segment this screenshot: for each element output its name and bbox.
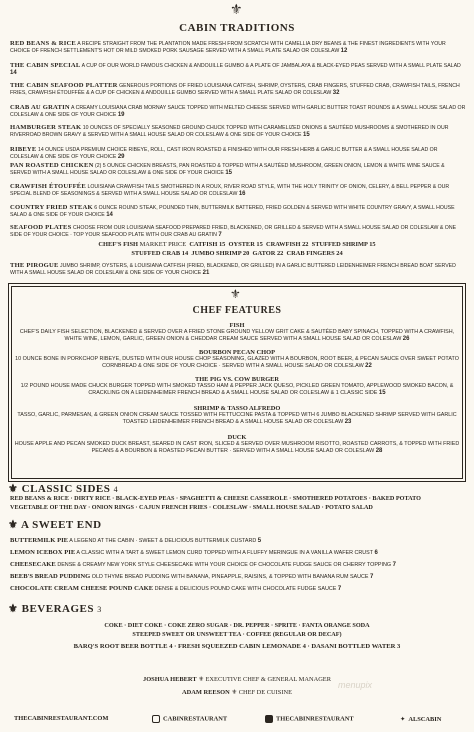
item-name: BUTTERMILK PIE [10,537,69,544]
item-name: BEEB'S BREAD PUDDING [10,573,91,580]
item-desc: A CLASSIC WITH A TART & SWEET LEMON CURD TOPPED WITH A FLUFFY MERINGUE IN A VANILLA WAFER CRUST [76,550,373,556]
menu-item [10,561,466,569]
price-value: 24 [336,250,343,257]
menu-item [10,537,466,545]
facebook-link[interactable] [265,715,354,723]
fleur-de-lis-icon: ⚜ [230,2,243,18]
menu-item-pirogue [10,262,466,277]
facebook-handle: THECABINRESTAURANT [276,715,354,723]
feature-item [14,376,460,398]
item-name: SEAFOOD PLATES [10,224,72,231]
beverages-row-3: BARQ'S ROOT BEER BOTTLE 4 · FRESH SQUEEZED CABIN LEMONADE 4 · DASANI BOTTLED WATER 3 [73,643,401,650]
item-name: PAN ROASTED CHICKEN [10,162,94,169]
seafood-price-row-2 [10,250,464,257]
item-price: 6 [374,550,378,556]
item-desc: A LEGEND AT THE CABIN · SWEET & DELICIOUS BUTTERMILK CUSTARD [69,538,257,544]
item-name: CHEESECAKE [10,561,56,568]
staff-row-1 [10,676,464,683]
section-price: 4 [113,485,119,494]
price-label: CRAB FINGERS [286,250,335,257]
item-price: 32 [332,90,340,97]
item-desc: 6 OUNCE ROUND STEAK, POUNDED THIN, BUTTERMILK BATTERED, FRIED GOLDEN & SERVED WITH WHITE COUNTRY GRAVY, A SMALL HOUSE SALAD & ONE SIDE OF YOUR CHOICE [10,205,455,219]
item-price: 7 [370,574,374,580]
staff-name: ADAM REESON [182,689,230,696]
fleur-de-lis-icon: ⚜ [231,688,238,696]
sweet-end-heading [8,518,102,531]
item-price: 7 [218,232,222,239]
item-desc: (2) 5 OUNCE CHICKEN BREASTS, PAN ROASTED & TOPPED WITH A SAUTÉED MUSHROOM, GREEN ONION, LEMON & WHITE WINE SAUCE & SERVED WITH A SMALL HOUSE SALAD OR COLESLAW & ONE SIDE OF YOUR CHOICE [10,163,445,177]
price-label: OYSTER [228,241,255,248]
section-title: BEVERAGES [21,603,94,615]
watermark: menupix [338,680,373,690]
instagram-icon [152,715,160,723]
menu-item [10,585,466,593]
item-name: CRAWFISH ÉTOUFFÉE [10,183,87,190]
beverages-row-2: STEEPED SWEET OR UNSWEET TEA · COFFEE (REGULAR OR DECAF) [132,631,342,638]
website-link[interactable]: THECABINRESTAURANT.COM [14,715,109,722]
item-name: RED BEANS & RICE [10,40,77,47]
feature-price: 26 [402,336,410,343]
fleur-de-lis-icon: ⚜ [198,675,204,683]
fleur-de-lis-icon: ⚜ [230,287,241,301]
item-price: 14 [106,212,113,219]
feature-name: BOURBON PECAN CHOP [199,349,275,356]
item-price: 15 [225,170,233,177]
menu-item [10,82,466,97]
item-name: COUNTRY FRIED STEAK [10,204,93,211]
chef-features-heading: CHEF FEATURES [192,305,282,316]
item-desc: CHOOSE FROM OUR LOUISIANA SEAFOOD PREPARED FRIED, BLACKENED, OR GRILLED & SERVED WITH A SMALL HOUSE SALAD OR COLESLAW & ONE SIDE OF YOUR CHOICE · TOP YOUR SEAFOOD PLATE WITH OUR CRAB AU GRATIN [10,225,457,239]
menu-item [10,124,466,139]
item-name: LEMON ICEBOX PIE [10,549,76,556]
price-label: STUFFED SHRIMP [311,241,368,248]
feature-price: 15 [378,390,386,397]
feature-name: SHRIMP & TASSO ALFREDO [193,405,281,412]
footer [0,713,474,727]
feature-desc: CHEF'S DAILY FISH SELECTION, BLACKENED & SERVED OVER A FRIED STONE GROUND YELLOW GRIT CAKE & SAUTÉED BABY SPINACH, TOPPED WITH A CRAWFISH, WHITE WINE, LEMON, GARLIC, GREEN ONION & CHEDDAR CREAM SAUCE SERVED WITH A SMALL HOUSE SALAD OR COLESLAW [19,329,455,343]
price-value: 22 [302,241,309,248]
feature-item [14,405,460,427]
item-price: 19 [117,112,125,119]
cabin-traditions-heading: CABIN TRADITIONS [179,22,295,34]
beverages-heading [8,602,102,615]
section-price: 3 [97,605,102,614]
item-price: 12 [340,48,348,55]
price-label: CATFISH [189,241,218,248]
menu-item [10,224,466,239]
feature-item [14,434,460,456]
price-label: STUFFED CRAB [131,250,181,257]
feature-desc: HOUSE APPLE AND PECAN SMOKED DUCK BREAST, SEARED IN CAST IRON, SLICED & SERVED OVER MUSHROOM RISOTTO, ROASTED CARROTS, & TOPPED WITH FRIED PECANS & A BOURBON & ROASTED PECAN BUTTER · SERVED WITH A SMALL HOUSE SALAD OR COLESLAW [14,441,460,455]
feature-name: THE PIG VS. COW BURGER [194,376,280,383]
item-name: THE CABIN SPECIAL [10,62,81,69]
item-desc: A CREAMY LOUISIANA CRAB MORNAY SAUCE TOPPED WITH MELTED CHEESE SERVED WITH GARLIC BUTTER TOAST ROUNDS & A SMALL HOUSE SALAD OR COLESLAW & ONE SIDE OF YOUR CHOICE [10,105,466,119]
item-price: 29 [117,154,125,161]
section-title: A SWEET END [21,519,102,531]
classic-sides-row-1: RED BEANS & RICE · DIRTY RICE · BLACK-EYED PEAS · SPAGHETTI & CHEESE CASSEROLE · SMOTHERED POTATOES · BAKED POTATO [10,495,421,502]
item-desc: OLD THYME BREAD PUDDING WITH BANANA, PINEAPPLE, RAISINS, & TOPPED WITH BANANA RUM SAUCE [91,574,369,580]
item-price: 7 [337,586,342,592]
price-value: 15 [369,241,376,248]
item-name: CHOCOLATE CREAM CHEESE POUND CAKE [10,585,154,592]
menu-item [10,40,466,55]
price-label: GATOR [252,250,276,257]
bev-price: 3 [397,643,401,650]
menu-item [10,146,466,161]
price-label: CRAWFISH [266,241,301,248]
item-desc: A RECIPE STRAIGHT FROM THE PLANTATION MADE FRESH FROM SCRATCH WITH CAMELLIA DRY BEANS & THE FINEST INGREDIENTS WITH YOUR CHOICE OF FRENCH SETTLEMENT'S HOT OR MILD SMOKED PORK SAUSAGE SERVED WITH A SMALL PLATE SALAD OR COLESLAW [10,41,446,55]
menu-item [10,204,466,219]
item-price: 7 [392,562,396,568]
item-price: 5 [257,538,262,544]
item-desc: A CUP OF OUR WORLD FAMOUS CHICKEN & ANDOUILLE GUMBO & A PLATE OF JAMBALAYA & BLACK-EYED PEAS SERVED WITH A SMALL PLATE SALAD [81,63,461,69]
price-value: 14 [181,250,189,257]
item-name: THE PIROGUE [10,262,59,269]
price-value: 15 [256,241,263,248]
twitter-handle: ALSCABIN [408,716,442,723]
staff-role: CHEF DE CUISINE [238,689,292,696]
feature-price: 28 [375,448,383,455]
staff-role: EXECUTIVE CHEF & GENERAL MANAGER [205,676,331,683]
facebook-icon [265,715,273,723]
feature-desc: 10 OUNCE BONE IN PORKCHOP RIBEYE, DUSTED WITH OUR HOUSE CHOP SEASONING, GLAZED WITH A BOURBON, ROOT BEER, & PECAN SAUCE OVER SWEET POTATO CORNBREAD & ONE SIDE OF YOUR CHOICE · SERVED WITH A SMALL HOUSE SALAD OR COLESLAW [15,356,459,370]
menu-item [10,183,466,198]
beverages-row-1: COKE · DIET COKE · COKE ZERO SUGAR · DR. PEPPER · SPRITE · FANTA ORANGE SODA [104,622,370,629]
twitter-link[interactable] [400,715,441,723]
price-label: JUMBO SHRIMP [191,250,242,257]
bev-name: FRESH SQUEEZED CABIN LEMONADE [177,643,301,650]
item-name: THE CABIN SEAFOOD PLATTER [10,82,118,89]
item-name: CRAB AU GRATIN [10,104,70,111]
section-title: CLASSIC SIDES [21,483,111,495]
menu-item [10,573,466,581]
price-label: CHEF'S FISH [98,241,138,248]
menu-item [10,549,466,557]
item-desc: 10 OUNCES OF SPECIALLY SEASONED GROUND CHUCK TOPPED WITH CARAMELIZED ONIONS & SAUTÉED MUSHROOMS & SMOTHERED IN OUR RIVERROAD BROWN GRAVY & SERVED WITH A SMALL HOUSE SALAD OR COLESLAW & ONE SIDE OF YOUR CHOICE [10,125,449,139]
item-price: 14 [10,70,17,77]
price-value: 15 [218,241,226,248]
twitter-icon: ✦ [400,715,406,723]
price-value: MARKET PRICE [139,241,187,248]
item-price: 21 [202,270,210,277]
item-desc: DENSE & CREAMY NEW YORK STYLE CHEESECAKE WITH YOUR CHOICE OF CHOCOLATE FUDGE SAUCE OR CHERRY TOPPING [57,562,392,568]
price-value: 22 [276,250,284,257]
item-desc: 14 OUNCE USDA PREMIUM CHOICE RIBEYE, ROLL, CAST IRON ROASTED & FINISHED WITH OUR FRESH HERB & GARLIC BUTTER & A SMALL HOUSE SALAD OR COLESLAW & ONE SIDE OF YOUR CHOICE [10,147,438,161]
bev-price: 4 [302,643,306,650]
item-name: RIBEYE [10,146,37,153]
menu-item [10,62,466,77]
fleur-de-lis-icon: ⚜ [8,602,19,615]
feature-desc: TASSO, GARLIC, PARMESAN, & GREEN ONION CREAM SAUCE TOSSED WITH FETTUCCINE PASTA & TOPPED WITH 6 JUMBO BLACKENED SHRIMP SERVED WITH GARLIC TOASTED LEIDENHEIMER FRENCH BREAD & A SMALL HOUSE SALAD OR COLESLAW [17,412,457,426]
menu-item [10,162,466,177]
item-desc: GENEROUS PORTIONS OF FRIED LOUISIANA CATFISH, SHRIMP, OYSTERS, CRAB FINGERS, STUFFED CRAB, CRAWFISH TAILS, FRENCH FRIES, CRAWFISH ÉTOUFFÉE & A CUP OF CHICKEN & ANDOUILLE GUMBO SERVED WITH A SMALL PLATE SALAD OR COLESLAW [10,83,460,97]
item-price: 16 [238,191,246,198]
instagram-link[interactable] [152,715,227,723]
bev-name: BARQ'S ROOT BEER BOTTLE [73,643,168,650]
instagram-handle: CABINRESTAURANT [163,715,228,723]
item-name: HAMBURGER STEAK [10,124,82,131]
feature-price: 22 [365,363,372,370]
item-price: 15 [302,132,310,139]
bev-price: 4 [169,643,173,650]
staff-row-2 [10,689,464,696]
item-desc: LOUISIANA CRAWFISH TAILS SMOTHERED IN A ROUX, RIVER ROAD STYLE, WITH THE HOLY TRINITY OF ONION, CELERY, & BELL PEPPER & OUR SPECIAL BLEND OF SEASONINGS & SERVED WITH A SMALL HOUSE SALAD OR COLESLAW [10,184,450,198]
feature-name: FISH [229,322,245,329]
item-desc: DENSE & DELICIOUS POUND CAKE WITH CHOCOLATE FUDGE SAUCE [154,586,337,592]
feature-item [14,349,460,371]
menu-item [10,104,466,119]
feature-price: 23 [344,419,352,426]
staff-name: JOSHUA HEBERT [143,676,197,683]
item-desc: JUMBO SHRIMP, OYSTERS, & LOUISIANA CATFISH (FRIED, BLACKENED, OR GRILLED) IN A GARLIC BUTTERED LEIDENHEIMER FRENCH BREAD BOAT SERVED WITH A SMALL HOUSE SALAD OR COLESLAW & ONE SIDE OF YOUR CHOICE [10,263,456,277]
classic-sides-row-2: VEGETABLE OF THE DAY · ONION RINGS · CAJUN FRENCH FRIES · COLESLAW · SMALL HOUSE SALAD · POTATO SALAD [10,504,373,511]
feature-name: DUCK [227,434,247,441]
bev-name: DASANI BOTTLED WATER [311,643,396,650]
fleur-de-lis-icon: ⚜ [8,482,19,495]
price-value: 20 [242,250,250,257]
feature-desc: 1/2 POUND HOUSE MADE CHUCK BURGER TOPPED WITH SMOKED TASSO HAM & PEPPER JACK QUESO, PICKLED GREEN TOMATO, APPLEWOOD SMOKED BACON, & CRACKLING ON A LEIDENHEIMER FRENCH BREAD & A SMALL HOUSE SALAD OR COLESLAW & 1 CLASSIC SIDE [20,383,454,397]
feature-item [14,322,460,344]
seafood-price-row-1 [10,241,464,248]
fleur-de-lis-icon: ⚜ [8,518,19,531]
